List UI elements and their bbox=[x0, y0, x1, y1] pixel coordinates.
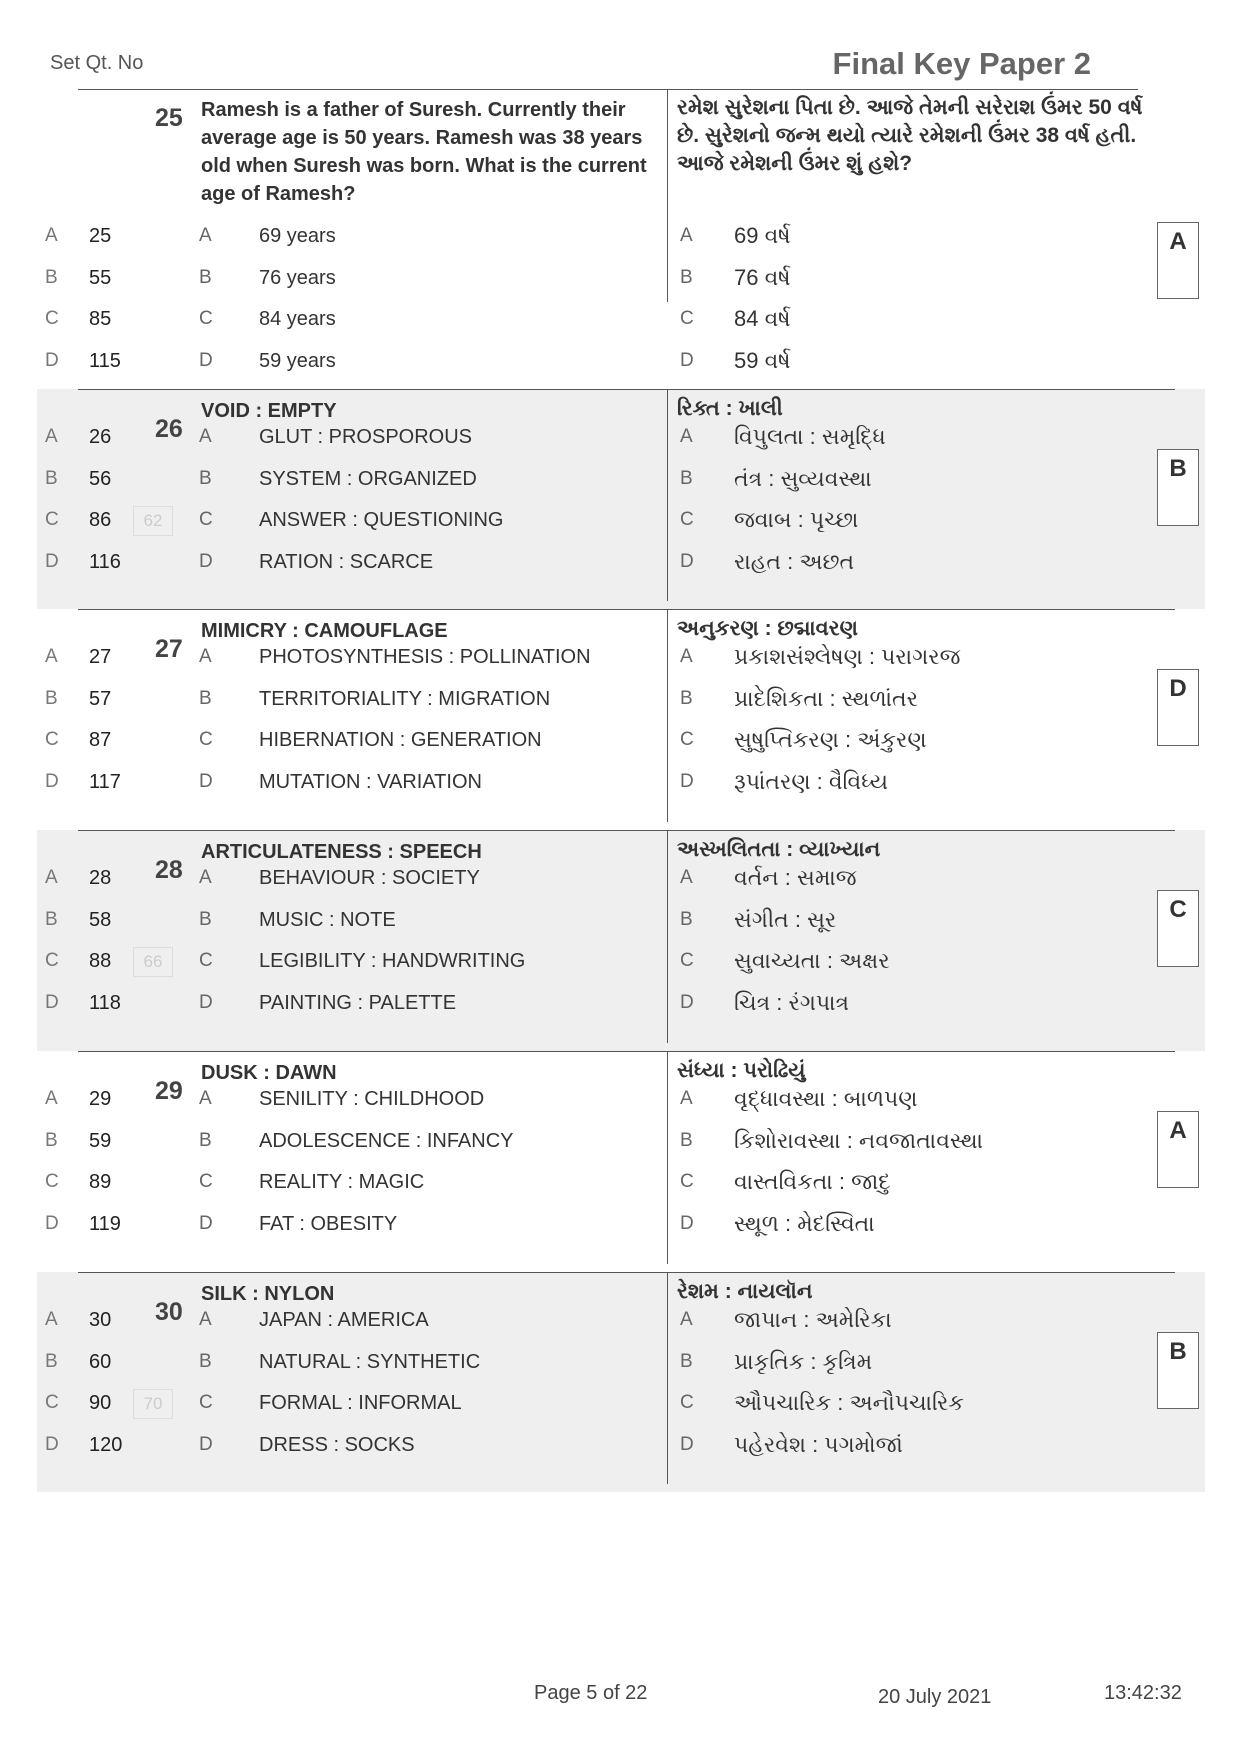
header-rule bbox=[78, 89, 1138, 90]
question-stem-english: Ramesh is a father of Suresh. Currently their average age is 50 years. Ramesh was 38 years old when Suresh was born. What is the current age of Ramesh? bbox=[201, 99, 647, 205]
option-letter-english: A bbox=[199, 1309, 212, 1330]
option-row bbox=[37, 502, 1205, 538]
set-label: D bbox=[45, 770, 59, 792]
option-text-gujarati: જાપાન : અમેરિકા bbox=[734, 1307, 892, 1332]
option-letter-english: A bbox=[199, 867, 212, 888]
option-letter-gujarati: A bbox=[680, 646, 693, 667]
option-text-gujarati: 84 વર્ષ bbox=[734, 306, 791, 331]
option-letter-gujarati: A bbox=[680, 1309, 693, 1330]
option-letter-english: D bbox=[199, 1212, 213, 1234]
set-question-number: 118 bbox=[89, 991, 121, 1014]
option-row bbox=[37, 1427, 1205, 1463]
option-text-gujarati: 59 વર્ષ bbox=[734, 347, 791, 373]
set-label: B bbox=[45, 467, 58, 489]
set-label: C bbox=[45, 1171, 59, 1192]
question-stem-gujarati: રમેશ સુરેશના પિતા છે. આજે તેમની સરેરાશ ઉંમર 50 વર્ષ છે. સુરેશનો જન્મ થયો ત્યારે રમેશની ઉંમર 38 વર્ષ હતી. આજે રમેશની ઉંમર શું હશે? bbox=[677, 96, 1143, 175]
header-left-label: Set Qt. No bbox=[50, 52, 144, 74]
option-row bbox=[37, 764, 1205, 800]
set-label: A bbox=[45, 867, 58, 888]
option-row bbox=[37, 985, 1205, 1021]
option-row bbox=[37, 343, 1205, 379]
question-stem-gujarati: રિક્ત : ખાલી bbox=[677, 397, 783, 420]
set-label: A bbox=[45, 225, 58, 246]
option-letter-gujarati: C bbox=[680, 1392, 694, 1413]
option-row bbox=[37, 1344, 1205, 1380]
question-block bbox=[37, 609, 1205, 830]
option-letter-gujarati: B bbox=[680, 687, 693, 709]
option-row bbox=[37, 218, 1205, 254]
set-label: B bbox=[45, 1129, 58, 1151]
option-text-gujarati: સુષુપ્તિકરણ : અંકુરણ bbox=[734, 727, 927, 752]
question-number: 27 bbox=[155, 635, 183, 663]
option-letter-gujarati: B bbox=[680, 266, 693, 288]
set-question-number: 87 bbox=[89, 729, 112, 751]
option-row bbox=[37, 260, 1205, 296]
question-block bbox=[37, 389, 1205, 609]
set-question-number: 85 bbox=[89, 308, 112, 330]
set-label: D bbox=[45, 550, 59, 572]
option-letter-english: C bbox=[199, 950, 213, 971]
question-stem-english: MIMICRY : CAMOUFLAGE bbox=[201, 620, 448, 642]
option-text-english: REALITY : MAGIC bbox=[259, 1171, 425, 1193]
option-letter-gujarati: D bbox=[680, 770, 694, 792]
option-text-english: PHOTOSYNTHESIS : POLLINATION bbox=[259, 646, 591, 668]
option-text-gujarati: વૃદ્ધાવસ્થા : બાળપણ bbox=[734, 1086, 918, 1111]
option-letter-gujarati: C bbox=[680, 509, 694, 530]
option-row bbox=[37, 1081, 1205, 1117]
option-letter-gujarati: D bbox=[680, 550, 694, 572]
question-stem-gujarati: સંધ્યા : પરોઢિયું bbox=[677, 1059, 806, 1082]
question-divider bbox=[78, 609, 1175, 610]
option-row bbox=[37, 419, 1205, 455]
set-label: C bbox=[45, 729, 59, 750]
option-letter-english: B bbox=[199, 908, 212, 930]
option-text-english: FAT : OBESITY bbox=[259, 1212, 398, 1235]
option-text-gujarati: ચિત્ર : રંગપાત્ર bbox=[734, 989, 850, 1015]
option-letter-english: D bbox=[199, 349, 213, 371]
option-text-english: 84 years bbox=[259, 308, 336, 330]
option-text-gujarati: 69 વર્ષ bbox=[734, 223, 791, 248]
option-text-gujarati: રૂપાંતરણ : વૈવિધ્ય bbox=[734, 768, 888, 794]
option-text-gujarati: સ્થૂળ : મેદસ્વિતા bbox=[734, 1210, 875, 1236]
option-letter-english: C bbox=[199, 509, 213, 530]
option-letter-english: A bbox=[199, 426, 212, 447]
option-text-gujarati: પ્રાદેશિકતા : સ્થળાંતર bbox=[734, 685, 919, 711]
option-text-english: JAPAN : AMERICA bbox=[259, 1309, 429, 1331]
option-text-gujarati: કિશોરાવસ્થા : નવજાતાવસ્થા bbox=[734, 1127, 984, 1153]
option-row bbox=[37, 1164, 1205, 1200]
option-row bbox=[37, 639, 1205, 675]
option-letter-gujarati: C bbox=[680, 308, 694, 329]
option-text-gujarati: પ્રાકૃતિક : કૃત્રિમ bbox=[734, 1348, 873, 1374]
question-block bbox=[37, 1272, 1205, 1492]
option-letter-gujarati: B bbox=[680, 1350, 693, 1372]
option-row bbox=[37, 1302, 1205, 1338]
option-text-english: PAINTING : PALETTE bbox=[259, 991, 457, 1014]
option-letter-gujarati: D bbox=[680, 1212, 694, 1234]
option-letter-english: A bbox=[199, 646, 212, 667]
question-block bbox=[37, 830, 1205, 1051]
question-stem-english: ARTICULATENESS : SPEECH bbox=[201, 841, 482, 863]
option-row bbox=[37, 943, 1205, 979]
set-label: B bbox=[45, 1350, 58, 1372]
set-label: C bbox=[45, 1392, 59, 1413]
answer-key-box: A bbox=[1157, 222, 1199, 299]
option-text-gujarati: પહેરવેશ : પગમોજાં bbox=[734, 1431, 903, 1457]
faded-page-marker: 66 bbox=[133, 947, 173, 977]
question-number: 26 bbox=[155, 415, 183, 443]
set-question-number: 29 bbox=[89, 1088, 112, 1110]
set-question-number: 120 bbox=[89, 1433, 123, 1456]
answer-key-box: C bbox=[1157, 890, 1199, 967]
option-text-english: ANSWER : QUESTIONING bbox=[259, 509, 504, 531]
option-letter-english: B bbox=[199, 1129, 212, 1151]
answer-key-box: B bbox=[1157, 449, 1199, 526]
option-letter-english: D bbox=[199, 550, 213, 572]
option-letter-english: C bbox=[199, 729, 213, 750]
set-label: D bbox=[45, 1212, 59, 1234]
footer-page: Page 5 of 22 bbox=[534, 1682, 648, 1704]
option-row bbox=[37, 860, 1205, 896]
question-stem-gujarati: અસ્ખલિતતા : વ્યાખ્યાન bbox=[677, 838, 881, 861]
option-text-english: ADOLESCENCE : INFANCY bbox=[259, 1129, 514, 1152]
option-text-gujarati: વાસ્તવિકતા : જાદુ bbox=[734, 1169, 891, 1194]
set-label: B bbox=[45, 266, 58, 288]
option-text-gujarati: તંત્ર : સુવ્યવસ્થા bbox=[734, 465, 872, 491]
option-text-english: DRESS : SOCKS bbox=[259, 1433, 415, 1456]
set-label: B bbox=[45, 687, 58, 709]
option-row bbox=[37, 544, 1205, 580]
option-letter-gujarati: A bbox=[680, 867, 693, 888]
option-text-english: FORMAL : INFORMAL bbox=[259, 1392, 462, 1414]
set-question-number: 30 bbox=[89, 1309, 112, 1331]
question-divider bbox=[78, 830, 1175, 831]
option-text-english: 76 years bbox=[259, 266, 336, 289]
option-text-english: TERRITORIALITY : MIGRATION bbox=[259, 687, 551, 710]
option-text-gujarati: રાહત : અછત bbox=[734, 548, 855, 574]
option-text-english: SENILITY : CHILDHOOD bbox=[259, 1088, 485, 1110]
option-letter-gujarati: D bbox=[680, 1433, 694, 1455]
set-label: A bbox=[45, 646, 58, 667]
question-stem-english: DUSK : DAWN bbox=[201, 1062, 337, 1084]
option-letter-gujarati: C bbox=[680, 950, 694, 971]
question-block bbox=[37, 90, 1205, 386]
set-question-number: 26 bbox=[89, 426, 112, 448]
option-letter-english: C bbox=[199, 1171, 213, 1192]
option-text-english: GLUT : PROSPOROUS bbox=[259, 426, 473, 448]
set-question-number: 119 bbox=[89, 1212, 121, 1235]
option-row bbox=[37, 902, 1205, 938]
option-text-english: RATION : SCARCE bbox=[259, 550, 434, 573]
set-question-number: 57 bbox=[89, 687, 112, 710]
option-text-english: LEGIBILITY : HANDWRITING bbox=[259, 950, 526, 972]
option-text-english: MUTATION : VARIATION bbox=[259, 770, 482, 793]
option-row bbox=[37, 681, 1205, 717]
question-stem-english: SILK : NYLON bbox=[201, 1283, 335, 1305]
option-text-english: HIBERNATION : GENERATION bbox=[259, 729, 542, 751]
option-letter-gujarati: D bbox=[680, 991, 694, 1013]
option-text-gujarati: જવાબ : પૃચ્છા bbox=[734, 507, 859, 532]
set-question-number: 86 bbox=[89, 509, 112, 531]
footer-time: 13:42:32 bbox=[1104, 1682, 1182, 1704]
set-question-number: 90 bbox=[89, 1392, 112, 1414]
option-letter-gujarati: D bbox=[680, 349, 694, 371]
option-text-english: MUSIC : NOTE bbox=[259, 908, 396, 931]
option-letter-english: B bbox=[199, 1350, 212, 1372]
question-divider bbox=[78, 389, 1175, 390]
option-letter-english: B bbox=[199, 687, 212, 709]
option-letter-gujarati: B bbox=[680, 1129, 693, 1151]
option-text-gujarati: સુવાચ્યતા : અક્ષર bbox=[734, 948, 890, 973]
set-question-number: 60 bbox=[89, 1350, 112, 1373]
question-number: 25 bbox=[155, 104, 183, 132]
set-label: D bbox=[45, 991, 59, 1013]
set-label: A bbox=[45, 1309, 58, 1330]
faded-page-marker: 70 bbox=[133, 1389, 173, 1419]
answer-key-box: D bbox=[1157, 669, 1199, 746]
option-text-gujarati: પ્રકાશસંશ્લેષણ : પરાગરજ bbox=[734, 644, 961, 669]
option-text-english: 59 years bbox=[259, 349, 336, 372]
set-label: C bbox=[45, 308, 59, 329]
set-label: D bbox=[45, 349, 59, 371]
option-text-gujarati: 76 વર્ષ bbox=[734, 264, 791, 290]
question-stem-gujarati: અનુકરણ : છદ્માવરણ bbox=[677, 617, 858, 640]
set-question-number: 88 bbox=[89, 950, 112, 972]
option-letter-english: D bbox=[199, 1433, 213, 1455]
option-row bbox=[37, 461, 1205, 497]
set-label: C bbox=[45, 950, 59, 971]
option-text-gujarati: સંગીત : સૂર bbox=[734, 906, 837, 932]
set-question-number: 27 bbox=[89, 646, 112, 668]
option-text-english: BEHAVIOUR : SOCIETY bbox=[259, 867, 480, 889]
faded-page-marker: 62 bbox=[133, 506, 173, 536]
set-label: D bbox=[45, 1433, 59, 1455]
option-row bbox=[37, 1385, 1205, 1421]
question-number: 30 bbox=[155, 1298, 183, 1326]
set-question-number: 55 bbox=[89, 266, 112, 289]
set-question-number: 25 bbox=[89, 225, 112, 247]
set-label: C bbox=[45, 509, 59, 530]
option-text-english: NATURAL : SYNTHETIC bbox=[259, 1350, 481, 1373]
set-question-number: 116 bbox=[89, 550, 121, 573]
set-label: A bbox=[45, 426, 58, 447]
option-text-gujarati: વિપુલતા : સમૃદ્ધિ bbox=[734, 424, 886, 449]
question-number: 28 bbox=[155, 856, 183, 884]
option-letter-english: A bbox=[199, 1088, 212, 1109]
question-stem-gujarati: રેશમ : નાયલૉન bbox=[677, 1280, 813, 1303]
option-letter-gujarati: A bbox=[680, 225, 693, 246]
set-question-number: 89 bbox=[89, 1171, 112, 1193]
option-letter-english: C bbox=[199, 308, 213, 329]
option-text-english: SYSTEM : ORGANIZED bbox=[259, 467, 477, 490]
option-letter-gujarati: A bbox=[680, 1088, 693, 1109]
option-letter-gujarati: B bbox=[680, 467, 693, 489]
question-divider bbox=[78, 1051, 1175, 1052]
option-row bbox=[37, 1123, 1205, 1159]
option-letter-gujarati: A bbox=[680, 426, 693, 447]
question-block bbox=[37, 1051, 1205, 1272]
option-text-gujarati: ઔપચારિક : અનૌપચારિક bbox=[734, 1390, 964, 1415]
option-letter-english: A bbox=[199, 225, 212, 246]
page-title: Final Key Paper 2 bbox=[832, 46, 1091, 81]
set-label: B bbox=[45, 908, 58, 930]
set-label: A bbox=[45, 1088, 58, 1109]
option-letter-english: C bbox=[199, 1392, 213, 1413]
set-question-number: 117 bbox=[89, 770, 121, 793]
answer-key-box: B bbox=[1157, 1332, 1199, 1409]
set-question-number: 115 bbox=[89, 349, 121, 372]
option-letter-english: B bbox=[199, 467, 212, 489]
option-text-gujarati: વર્તન : સમાજ bbox=[734, 865, 857, 890]
option-letter-english: D bbox=[199, 991, 213, 1013]
set-question-number: 58 bbox=[89, 908, 112, 931]
option-row bbox=[37, 1206, 1205, 1242]
set-question-number: 59 bbox=[89, 1129, 112, 1152]
question-divider bbox=[78, 1272, 1175, 1273]
option-letter-gujarati: C bbox=[680, 729, 694, 750]
option-text-english: 69 years bbox=[259, 225, 336, 247]
option-letter-english: D bbox=[199, 770, 213, 792]
footer-date: 20 July 2021 bbox=[878, 1686, 992, 1708]
option-row bbox=[37, 722, 1205, 758]
set-question-number: 56 bbox=[89, 467, 112, 490]
option-row bbox=[37, 301, 1205, 337]
set-question-number: 28 bbox=[89, 867, 112, 889]
option-letter-english: B bbox=[199, 266, 212, 288]
option-letter-gujarati: C bbox=[680, 1171, 694, 1192]
question-number: 29 bbox=[155, 1077, 183, 1105]
option-letter-gujarati: B bbox=[680, 908, 693, 930]
question-stem-english: VOID : EMPTY bbox=[201, 400, 337, 422]
answer-key-box: A bbox=[1157, 1111, 1199, 1188]
